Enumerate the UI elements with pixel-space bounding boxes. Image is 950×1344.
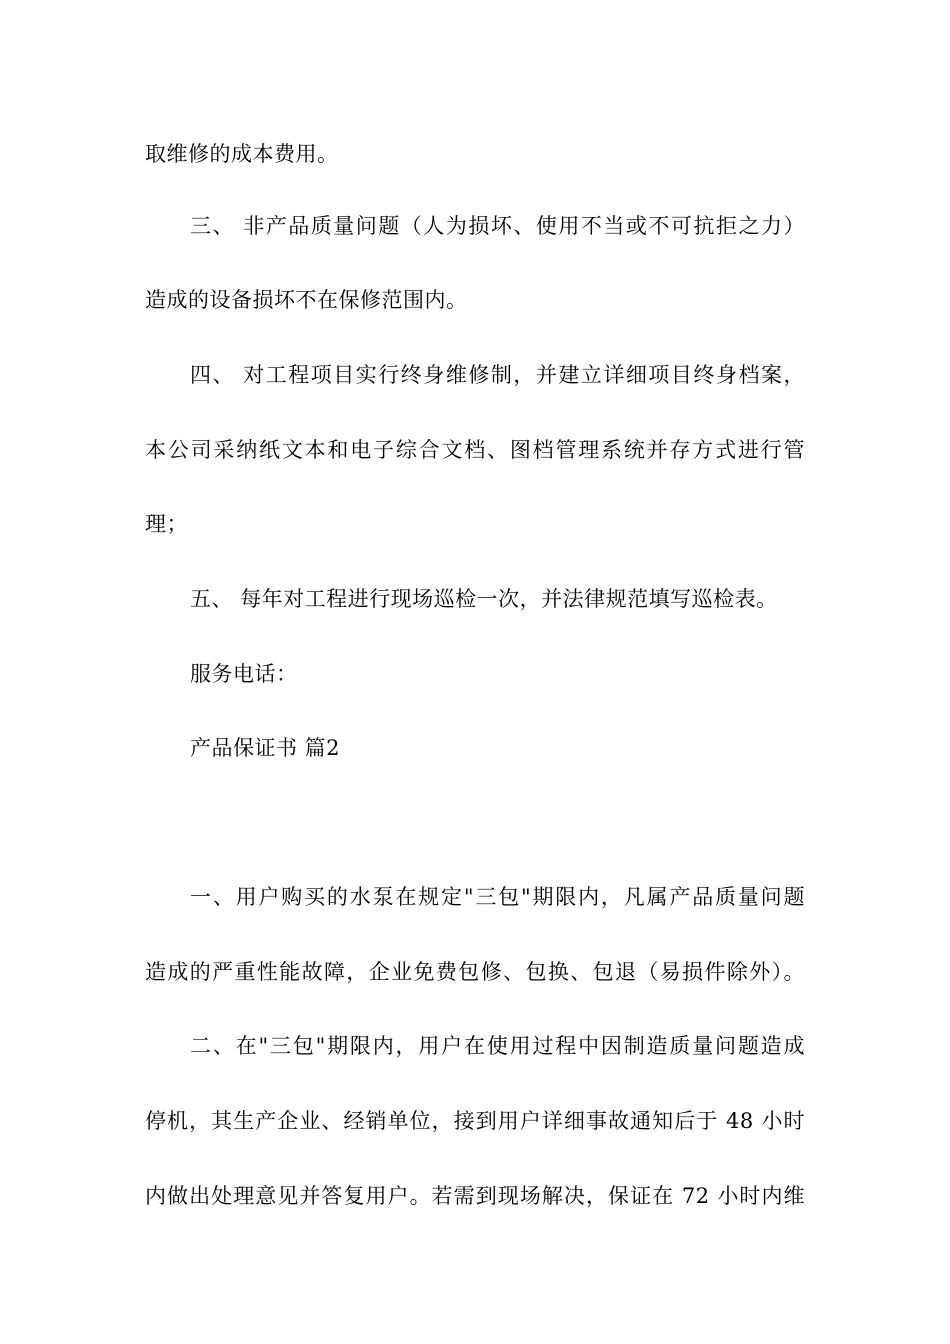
paragraph-line: 取维修的成本费用。 bbox=[145, 142, 339, 166]
paragraph-line: 二、在"三包"期限内，用户在使用过程中因制造质量问题造成 bbox=[190, 1034, 805, 1058]
paragraph-line: 造成的严重性能故障，企业免费包修、包换、包退（易损件除外）。 bbox=[145, 960, 805, 984]
section-heading: 产品保证书 篇2 bbox=[190, 736, 341, 760]
paragraph-line: 造成的设备损坏不在保修范围内。 bbox=[145, 288, 468, 312]
paragraph-line: 三、 非产品质量问题（人为损坏、使用不当或不可抗拒之力） bbox=[190, 214, 805, 238]
paragraph-line: 内做出处理意见并答复用户。若需到现场解决，保证在 72 小时内维 bbox=[145, 1184, 805, 1208]
paragraph-line: 停机，其生产企业、经销单位，接到用户详细事故通知后于 48 小时 bbox=[145, 1109, 805, 1133]
paragraph-line: 一、用户购买的水泵在规定"三包"期限内，凡属产品质量问题 bbox=[190, 885, 805, 909]
paragraph-line: 理； bbox=[145, 512, 188, 536]
service-phone-label: 服务电话： bbox=[190, 662, 298, 686]
paragraph-line: 五、 每年对工程进行现场巡检一次，并法律规范填写巡检表。 bbox=[190, 587, 778, 611]
paragraph-line: 本公司采纳纸文本和电子综合文档、图档管理系统并存方式进行管 bbox=[145, 438, 805, 462]
paragraph-line: 四、 对工程项目实行终身维修制，并建立详细项目终身档案， bbox=[190, 363, 805, 387]
